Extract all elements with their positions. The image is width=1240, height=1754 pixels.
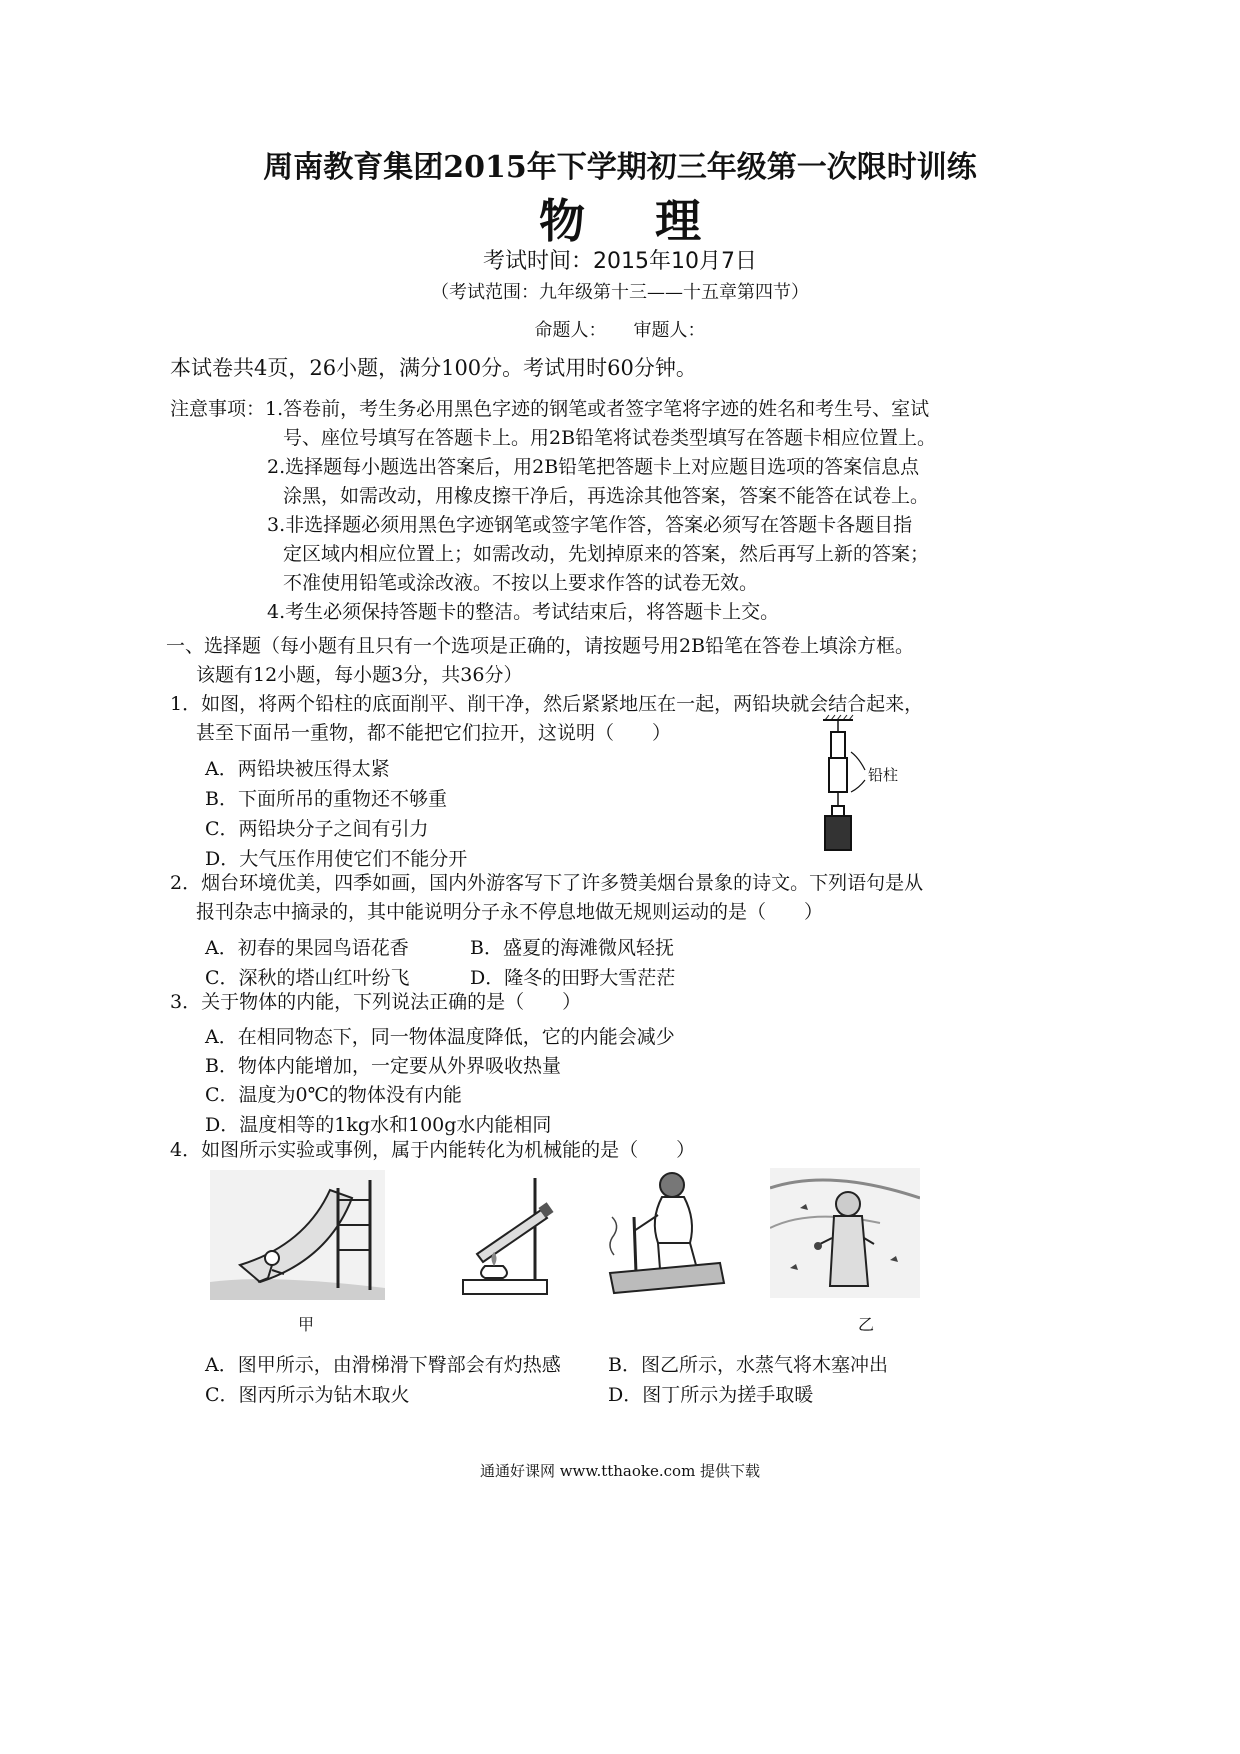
q3-option-b: B．物体内能增加，一定要从外界吸收热量 xyxy=(205,1055,561,1077)
q1-option-b: B．下面所吊的重物还不够重 xyxy=(205,788,447,810)
q1-stem: 1．如图，将两个铅柱的底面削平、削干净，然后紧紧地压在一起，两铅块就会结合起来， xyxy=(170,693,924,715)
rubbing-hands-figure xyxy=(770,1168,920,1298)
notes-line: 3.非选择题必须用黑色字迹钢笔或签字笔作答，答案必须写在答题卡各题目指 xyxy=(267,514,913,536)
slide-figure xyxy=(210,1170,385,1300)
subject-title xyxy=(0,185,1240,251)
authors-line: 命题人： 审题人： xyxy=(534,320,706,341)
q3-option-d: D．温度相等的1kg水和100g水内能相同 xyxy=(205,1114,552,1136)
notes-line: 4.考生必须保持答题卡的整洁。考试结束后，将答题卡上交。 xyxy=(267,601,780,623)
exam-title: 周南教育集团2015年下学期初三年级第一次限时训练 xyxy=(263,150,977,185)
notes-line: 不准使用铅笔或涂改液。不按以上要求作答的试卷无效。 xyxy=(283,572,759,594)
q2-option-b: B．盛夏的海滩微风轻抚 xyxy=(470,937,674,959)
footer-download-note: 通通好课网 www.tthaoke.com 提供下载 xyxy=(479,1462,761,1480)
notes-line: 注意事项：1.答卷前，考生务必用黑色字迹的钢笔或者签字笔将字迹的姓名和考生号、室试 xyxy=(170,398,930,420)
q1-stem-cont: 甚至下面吊一重物，都不能把它们拉开，这说明（ ） xyxy=(196,722,672,744)
q1-option-a: A．两铅块被压得太紧 xyxy=(205,758,390,780)
q2-option-a: A．初春的果园鸟语花香 xyxy=(205,937,409,959)
notes-line: 定区域内相应位置上；如需改动，先划掉原来的答案，然后再写上新的答案； xyxy=(283,543,930,565)
q4-option-b: B．图乙所示，水蒸气将木塞冲出 xyxy=(608,1354,888,1376)
wood-drilling-figure xyxy=(600,1165,730,1300)
q3-stem: 3．关于物体的内能，下列说法正确的是（ ） xyxy=(170,991,582,1013)
exam-scope: （考试范围：九年级第十三——十五章第四节） xyxy=(431,282,809,303)
caption-jia: 甲 xyxy=(298,1315,315,1334)
section-heading: 一、选择题（每小题有且只有一个选项是正确的，请按题号用2B铅笔在答卷上填涂方框。 xyxy=(166,635,915,657)
q1-option-d: D．大气压作用使它们不能分开 xyxy=(205,848,468,870)
q1-option-c: C．两铅块分子之间有引力 xyxy=(205,818,429,840)
q4-option-a: A．图甲所示，由滑梯滑下臀部会有灼热感 xyxy=(205,1354,561,1376)
exam-time: 考试时间：2015年10月7日 xyxy=(483,249,757,274)
notes-line: 涂黑，如需改动，用橡皮擦干净后，再选涂其他答案，答案不能答在试卷上。 xyxy=(283,485,930,507)
q2-option-d: D．隆冬的田野大雪茫茫 xyxy=(470,967,676,989)
exam-summary: 本试卷共4页，26小题，满分100分。考试用时60分钟。 xyxy=(170,356,697,380)
q2-stem: 2．烟台环境优美，四季如画，国内外游客写下了许多赞美烟台景象的诗文。下列语句是从 xyxy=(170,872,924,894)
notes-line: 号、座位号填写在答题卡上。用2B铅笔将试卷类型填写在答题卡相应位置上。 xyxy=(283,427,937,449)
test-tube-figure xyxy=(455,1170,555,1300)
section-heading-cont: 该题有12小题，每小题3分，共36分） xyxy=(196,664,523,686)
subject-char-1: 物 xyxy=(539,194,585,248)
q4-option-d: D．图丁所示为搓手取暖 xyxy=(608,1384,814,1406)
q3-option-a: A．在相同物态下，同一物体温度降低，它的内能会减少 xyxy=(205,1026,675,1048)
caption-yi: 乙 xyxy=(858,1315,875,1334)
notes-line: 2.选择题每小题选出答案后，用2B铅笔把答题卡上对应题目选项的答案信息点 xyxy=(267,456,920,478)
q4-option-c: C．图丙所示为钻木取火 xyxy=(205,1384,410,1406)
subject-char-2: 理 xyxy=(655,194,701,248)
q4-stem: 4．如图所示实验或事例，属于内能转化为机械能的是（ ） xyxy=(170,1139,696,1161)
figure-label: 铅柱 xyxy=(868,766,899,784)
q3-option-c: C．温度为0℃的物体没有内能 xyxy=(205,1084,462,1106)
q2-stem-cont: 报刊杂志中摘录的，其中能说明分子永不停息地做无规则运动的是（ ） xyxy=(196,901,824,923)
lead-cylinder-figure xyxy=(805,714,915,854)
q2-option-c: C．深秋的塔山红叶纷飞 xyxy=(205,967,410,989)
